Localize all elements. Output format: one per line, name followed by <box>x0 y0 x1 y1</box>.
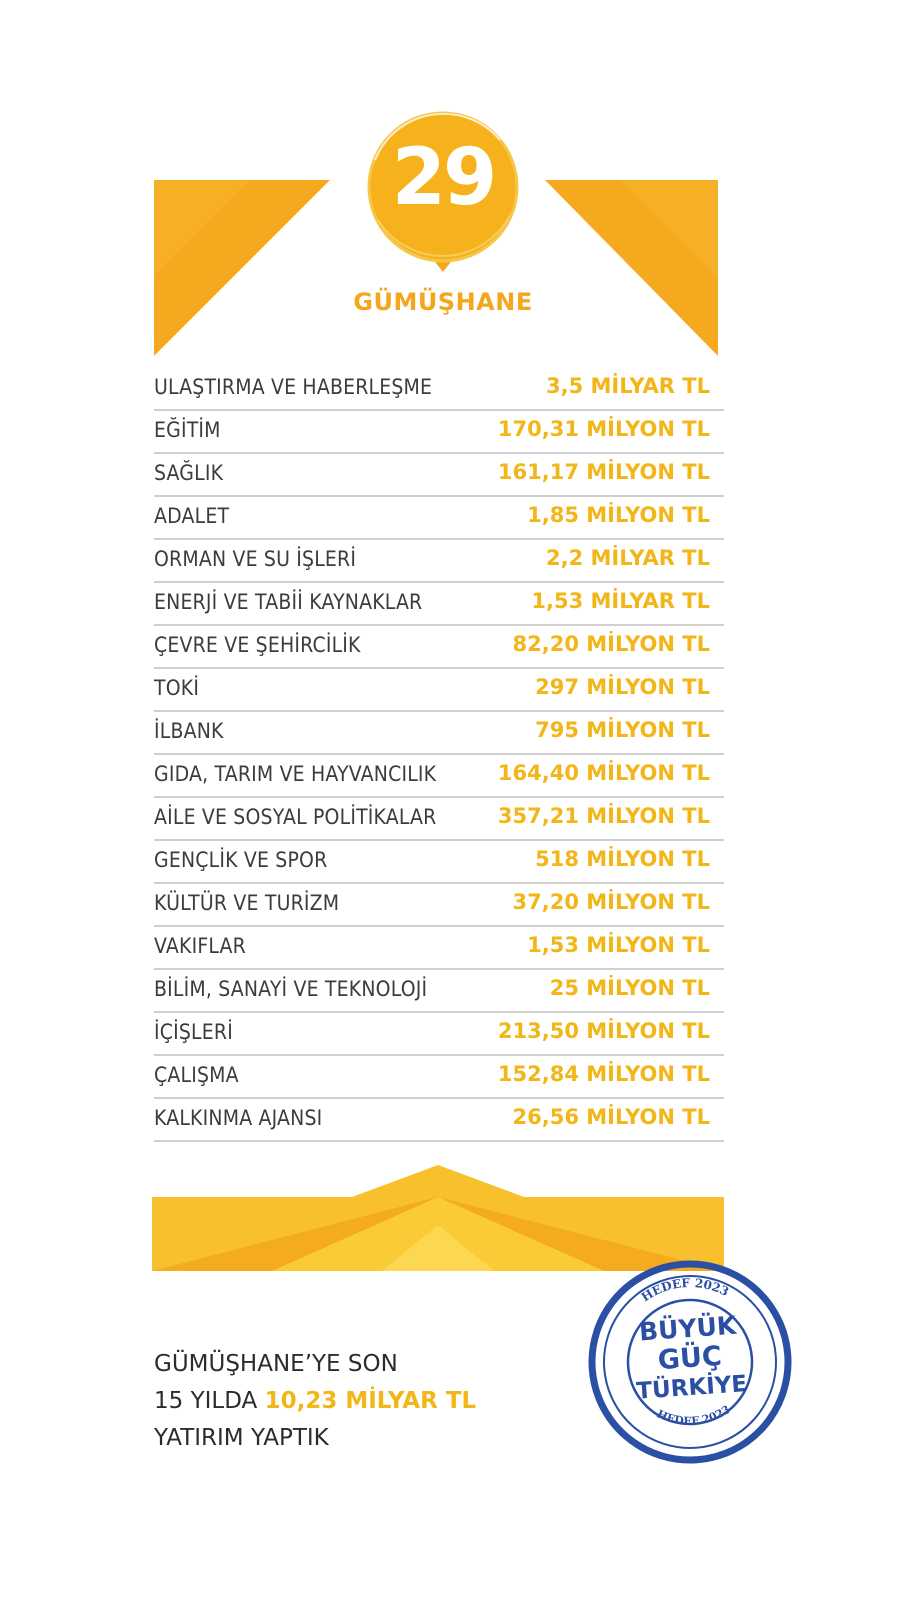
sector-name: AİLE VE SOSYAL POLİTİKALAR <box>154 805 437 829</box>
table-row <box>154 798 724 841</box>
stamp-line-1: BÜYÜK <box>638 1310 738 1347</box>
sector-name: SAĞLIK <box>154 461 224 485</box>
sector-amount: 518 MİLYON TL <box>535 847 710 871</box>
table-row <box>154 1099 724 1142</box>
sector-name: KALKINMA AJANSI <box>154 1106 323 1130</box>
table-row <box>154 1056 724 1099</box>
summary-text <box>154 1346 574 1457</box>
sector-name: ORMAN VE SU İŞLERİ <box>154 547 357 571</box>
sector-amount: 1,53 MİLYON TL <box>527 933 710 957</box>
sector-amount: 82,20 MİLYON TL <box>512 632 710 656</box>
sector-amount: 25 MİLYON TL <box>549 976 710 1000</box>
sector-amount: 37,20 MİLYON TL <box>512 890 710 914</box>
table-row <box>154 712 724 755</box>
table-row <box>154 1013 724 1056</box>
sector-name: KÜLTÜR VE TURİZM <box>154 891 340 915</box>
sector-amount: 152,84 MİLYON TL <box>497 1062 710 1086</box>
sector-name: ULAŞTIRMA VE HABERLEŞME <box>154 375 433 399</box>
sector-amount: 164,40 MİLYON TL <box>497 761 710 785</box>
plate-number: 29 <box>391 133 495 223</box>
summary-total-amount: 10,23 MİLYAR TL <box>264 1388 477 1414</box>
table-row <box>154 497 724 540</box>
sector-name: ÇEVRE VE ŞEHİRCİLİK <box>154 633 361 657</box>
summary-line-2 <box>154 1383 574 1420</box>
summary-line-1: GÜMÜŞHANE’YE SON <box>154 1351 398 1377</box>
sector-name: ADALET <box>154 504 230 528</box>
table-row <box>154 970 724 1013</box>
table-row <box>154 626 724 669</box>
sector-amount: 213,50 MİLYON TL <box>497 1019 710 1043</box>
stamp-line-3: TÜRKİYE <box>635 1371 748 1405</box>
sector-name: BİLİM, SANAYİ VE TEKNOLOJİ <box>154 977 428 1001</box>
sector-amount: 795 MİLYON TL <box>535 718 710 742</box>
hedef-2023-stamp <box>585 1255 795 1470</box>
summary-line-2-prefix: 15 YILDA <box>154 1388 265 1414</box>
sector-name: GENÇLİK VE SPOR <box>154 848 328 872</box>
city-title: GÜMÜŞHANE <box>353 288 533 316</box>
sector-amount: 2,2 MİLYAR TL <box>546 546 710 570</box>
table-row <box>154 755 724 798</box>
table-row <box>154 540 724 583</box>
sector-name: İLBANK <box>154 719 224 743</box>
sector-amount: 1,85 MİLYON TL <box>527 503 710 527</box>
investment-table <box>154 368 724 1142</box>
table-row <box>154 454 724 497</box>
sector-name: ÇALIŞMA <box>154 1063 239 1087</box>
sector-amount: 161,17 MİLYON TL <box>497 460 710 484</box>
table-row <box>154 841 724 884</box>
sector-name: EĞİTİM <box>154 418 221 442</box>
sector-amount: 26,56 MİLYON TL <box>512 1105 710 1129</box>
summary-line-3: YATIRIM YAPTIK <box>154 1425 329 1451</box>
sector-amount: 297 MİLYON TL <box>535 675 710 699</box>
sector-name: VAKIFLAR <box>154 934 246 958</box>
sector-amount: 1,53 MİLYAR TL <box>531 589 710 613</box>
sector-name: GIDA, TARIM VE HAYVANCILIK <box>154 762 437 786</box>
sector-amount: 170,31 MİLYON TL <box>497 417 710 441</box>
stamp-ring-text-bottom: HEDEF 2023 <box>654 1402 733 1428</box>
table-row <box>154 927 724 970</box>
table-row <box>154 368 724 411</box>
svg-text:HEDEF 2023 <box>654 1402 733 1430</box>
sector-name: ENERJİ VE TABİİ KAYNAKLAR <box>154 590 423 614</box>
sector-name: TOKİ <box>154 676 200 700</box>
table-row <box>154 411 724 454</box>
table-row <box>154 669 724 712</box>
stamp-ring-text: HEDEF 2023 <box>638 1275 732 1305</box>
sector-name: İÇİŞLERİ <box>154 1020 233 1044</box>
sector-amount: 357,21 MİLYON TL <box>497 804 710 828</box>
sector-amount: 3,5 MİLYAR TL <box>546 374 710 398</box>
table-row <box>154 583 724 626</box>
stamp-line-2: GÜÇ <box>656 1340 723 1377</box>
table-row <box>154 884 724 927</box>
